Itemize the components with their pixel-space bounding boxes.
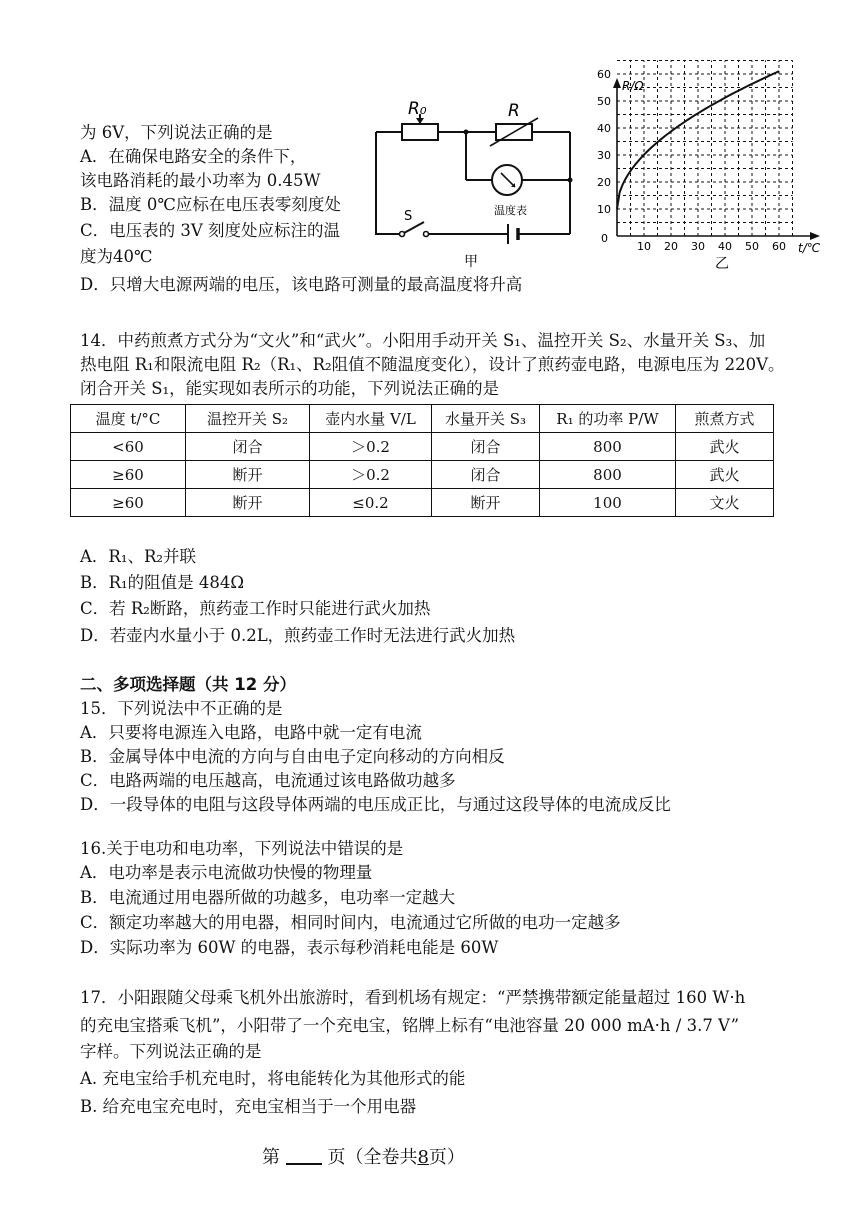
q15-option-b: B．金属导体中电流的方向与自由电子定向移动的方向相反 — [80, 747, 505, 766]
q15-stem: 15．下列说法中不正确的是 — [80, 699, 283, 718]
table-cell: 闭合 — [432, 433, 540, 461]
switch-label: S — [404, 209, 413, 224]
y-tick-label: 60 — [597, 68, 611, 81]
table-cell: 800 — [540, 461, 676, 489]
q17-option-b: B. 给充电宝充电时，充电宝相当于一个用电器 — [80, 1097, 417, 1116]
q15-option-c: C．电路两端的电压越高，电流通过该电路做功越多 — [80, 771, 456, 790]
table-header: 壶内水量 V/L — [310, 405, 432, 433]
graph-origin: 0 — [601, 232, 608, 245]
switch-s-icon — [400, 222, 429, 237]
q17-stem-cont: 字样。下列说法正确的是 — [80, 1042, 262, 1061]
table-cell: 闭合 — [432, 461, 540, 489]
resistance-temperature-graph — [592, 68, 832, 272]
circuit-caption: 甲 — [464, 254, 478, 270]
r-label: R — [508, 101, 520, 121]
table-header: 水量开关 S₃ — [432, 405, 540, 433]
y-tick-label: 30 — [597, 149, 611, 162]
y-tick-label: 40 — [597, 122, 611, 135]
table-cell: 断开 — [432, 489, 540, 517]
page-footer — [262, 1143, 465, 1169]
x-tick-label: 30 — [691, 240, 705, 253]
table-cell: 武火 — [676, 433, 774, 461]
table-cell: 100 — [540, 489, 676, 517]
q17-stem: 17．小阳跟随父母乘飞机外出旅游时，看到机场有规定：“严禁携带额定能量超过 160 W·h — [80, 988, 746, 1007]
table-cell: ＞0.2 — [310, 461, 432, 489]
q14-option-d: D．若壶内水量小于 0.2L，煎药壶工作时无法进行武火加热 — [80, 626, 516, 645]
circuit-diagram — [372, 92, 584, 274]
graph-caption: 乙 — [715, 256, 729, 272]
q17-option-a: A. 充电宝给手机充电时，将电能转化为其他形式的能 — [80, 1069, 466, 1088]
q16-option-d: D．实际功率为 60W 的电器，表示每秒消耗电能是 60W — [80, 938, 499, 957]
table-cell: 文火 — [676, 489, 774, 517]
x-axis-label: t/℃ — [798, 241, 821, 255]
q13-option-c: C．电压表的 3V 刻度处应标注的温 — [80, 221, 341, 240]
section-heading: 二、多项选择题（共 12 分） — [80, 675, 296, 694]
q14-table — [70, 404, 774, 517]
table-header: 温控开关 S₂ — [186, 405, 310, 433]
table-cell: <60 — [71, 433, 186, 461]
q15-option-d: D．一段导体的电阻与这段导体两端的电压成正比，与通过这段导体的电流成反比 — [80, 795, 671, 814]
table-cell: 武火 — [676, 461, 774, 489]
x-tick-label: 50 — [745, 240, 759, 253]
table-cell: ≥60 — [71, 461, 186, 489]
meter-label: 温度表 — [494, 204, 527, 217]
table-header: R₁ 的功率 P/W — [540, 405, 676, 433]
table-header: 煎煮方式 — [676, 405, 774, 433]
r0-label: R₀ — [408, 99, 427, 119]
x-tick-label: 20 — [664, 240, 678, 253]
q16-option-c: C．额定功率越大的用电器，相同时间内，电流通过它所做的电功一定越多 — [80, 913, 621, 932]
footer-prefix: 第 — [262, 1147, 280, 1168]
q14-line: 热电阻 R₁和限流电阻 R₂（R₁、R₂阻值不随温度变化），设计了煎药壶电路，电源电压为 220V。 — [80, 355, 785, 374]
q14-option-b: B．R₁的阻值是 484Ω — [80, 573, 245, 592]
page-number-blank — [286, 1145, 322, 1165]
x-tick-label: 10 — [637, 240, 651, 253]
temperature-meter-icon — [492, 165, 522, 195]
q14-option-a: A．R₁、R₂并联 — [80, 547, 196, 566]
table-row — [71, 461, 774, 489]
table-header: 温度 t/°C — [71, 405, 186, 433]
table-cell: ≤0.2 — [310, 489, 432, 517]
table-row — [71, 433, 774, 461]
x-tick-label: 40 — [718, 240, 732, 253]
q14-line: 闭合开关 S₁，能实现如表所示的功能，下列说法正确的是 — [80, 379, 500, 398]
q13-option-a-cont: 该电路消耗的最小功率为 0.45W — [80, 171, 321, 190]
table-cell: 闭合 — [186, 433, 310, 461]
table-header-row — [71, 405, 774, 433]
y-tick-label: 20 — [597, 176, 611, 189]
q16-option-b: B．电流通过用电器所做的功越多，电功率一定越大 — [80, 888, 456, 907]
total-pages: 8 — [417, 1147, 429, 1168]
q13-option-c-cont: 度为40℃ — [80, 247, 153, 266]
y-axis-label: R/Ω — [622, 79, 644, 93]
q17-stem-cont: 的充电宝搭乘飞机”，小阳带了一个充电宝，铭牌上标有“电池容量 20 000 mA·h / 3.7 V” — [80, 1016, 740, 1035]
x-tick-label: 60 — [772, 240, 786, 253]
q14-line: 14．中药煎煮方式分为“文火”和“武火”。小阳用手动开关 S₁、温控开关 S₂、水量开关 S₃、加 — [80, 331, 766, 350]
y-tick-label: 50 — [597, 95, 611, 108]
battery-icon — [508, 224, 518, 244]
q16-option-a: A．电功率是表示电流做功快慢的物理量 — [80, 863, 373, 882]
q16-stem: 16.关于电功和电功率，下列说法中错误的是 — [80, 839, 404, 858]
q13-line: 为 6V，下列说法正确的是 — [80, 123, 273, 142]
table-cell: 断开 — [186, 489, 310, 517]
thermistor-r-icon — [490, 118, 538, 146]
q13-option-d: D．只增大电源两端的电压，该电路可测量的最高温度将升高 — [80, 275, 523, 294]
table-cell: 800 — [540, 433, 676, 461]
q14-option-c: C．若 R₂断路，煎药壶工作时只能进行武火加热 — [80, 599, 431, 618]
table-cell: ＞0.2 — [310, 433, 432, 461]
q15-option-a: A．只要将电源连入电路，电路中就一定有电流 — [80, 723, 422, 742]
q13-option-a: A．在确保电路安全的条件下， — [80, 147, 307, 166]
table-row — [71, 489, 774, 517]
footer-end: 页） — [428, 1147, 465, 1168]
footer-suffix: 页（全卷共 — [327, 1147, 418, 1168]
table-cell: ≥60 — [71, 489, 186, 517]
table-cell: 断开 — [186, 461, 310, 489]
q13-option-b: B．温度 0℃应标在电压表零刻度处 — [80, 195, 341, 214]
y-tick-label: 10 — [597, 203, 611, 216]
